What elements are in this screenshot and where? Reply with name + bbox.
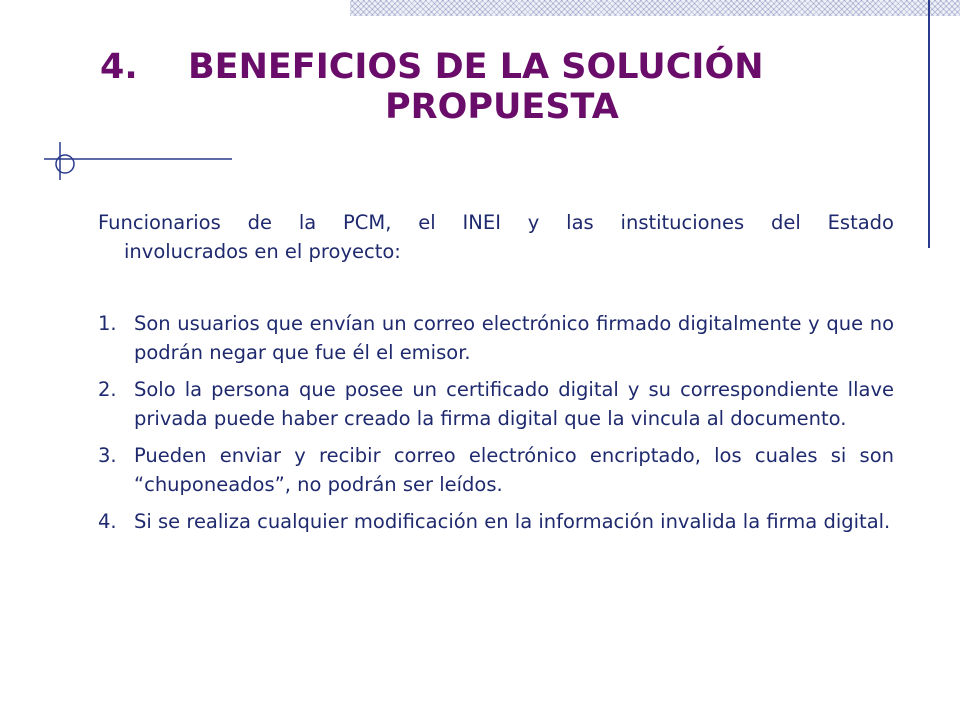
decorative-pattern-band	[350, 0, 960, 16]
title-number: 4.	[100, 47, 138, 87]
list-item-number: 3.	[98, 444, 117, 467]
list-item-number: 1.	[98, 312, 117, 335]
crosshair-icon	[44, 140, 234, 180]
slide-title	[100, 47, 880, 127]
benefits-list	[98, 309, 894, 536]
list-item	[98, 507, 894, 536]
list-item-text: Pueden enviar y recibir correo electrónico encriptado, los cuales si son “chuponeados”, no podrán ser leídos.	[134, 444, 894, 496]
intro-first-line: Funcionarios de la PCM, el INEI y las instituciones del Estado	[98, 211, 894, 234]
intro-paragraph	[98, 208, 894, 266]
list-item	[98, 441, 894, 499]
list-item-text: Solo la persona que posee un certificado digital y su correspondiente llave privada puede haber creado la firma digital que la vincula al documento.	[134, 378, 894, 430]
list-item-text: Son usuarios que envían un correo electrónico firmado digitalmente y que no podrán negar que fue él el emisor.	[134, 312, 894, 364]
slide-body	[98, 208, 894, 544]
title-line-1: BENEFICIOS DE LA SOLUCIÓN	[188, 47, 764, 87]
intro-second-line: involucrados en el proyecto:	[124, 240, 401, 263]
list-item-number: 4.	[98, 510, 117, 533]
list-item-text: Si se realiza cualquier modificación en la información invalida la firma digital.	[134, 510, 891, 533]
list-item-number: 2.	[98, 378, 117, 401]
title-line-2: PROPUESTA	[385, 87, 619, 127]
list-item	[98, 375, 894, 433]
decorative-vertical-line	[928, 0, 930, 248]
list-item	[98, 309, 894, 367]
